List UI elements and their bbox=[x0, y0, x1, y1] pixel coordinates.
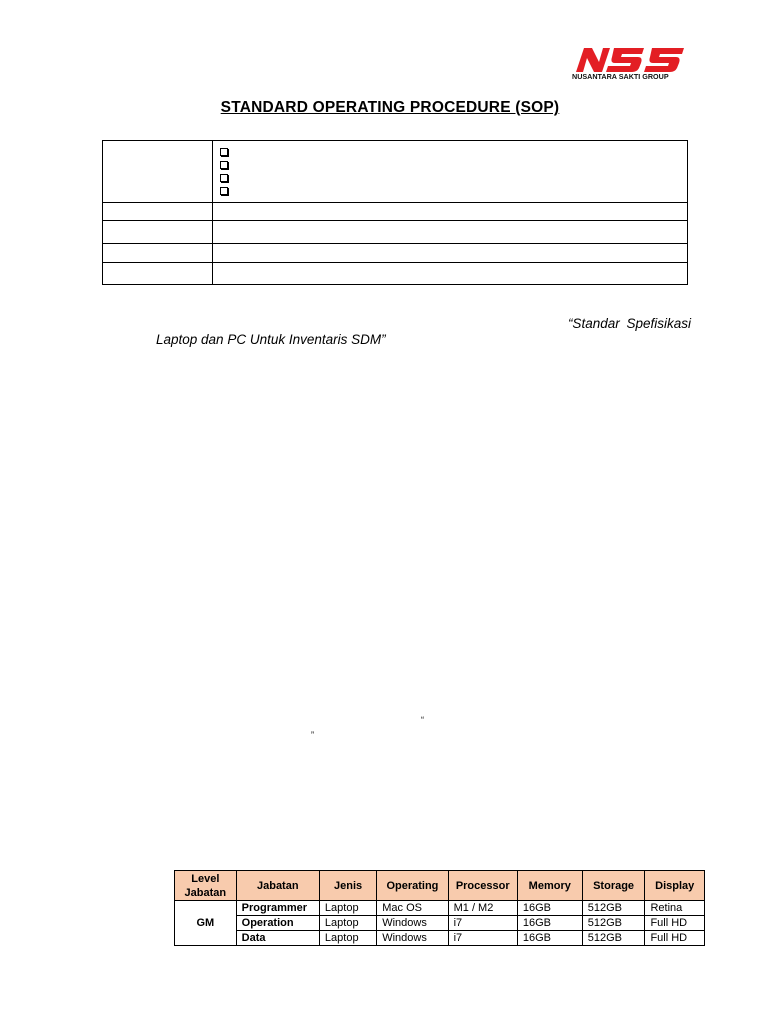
table-row bbox=[103, 221, 688, 244]
logo-company-name: NUSANTARA SAKTI GROUP bbox=[572, 72, 669, 81]
operating-cell: Mac OS bbox=[377, 901, 448, 916]
logo-monogram bbox=[576, 48, 684, 72]
header-operating: Operating bbox=[377, 871, 448, 901]
checkbox-list bbox=[213, 141, 687, 195]
checkbox-icon[interactable] bbox=[220, 148, 228, 156]
table-row bbox=[103, 141, 688, 203]
header-storage: Storage bbox=[582, 871, 645, 901]
operating-cell: Windows bbox=[377, 916, 448, 931]
display-cell: Retina bbox=[645, 901, 705, 916]
meta-label-cell bbox=[103, 141, 213, 203]
meta-value-cell bbox=[213, 221, 688, 244]
header-display: Display bbox=[645, 871, 705, 901]
storage-cell: 512GB bbox=[582, 916, 645, 931]
header-level-jabatan: Level Jabatan bbox=[175, 871, 237, 901]
table-row bbox=[175, 916, 705, 931]
meta-value-cell bbox=[213, 203, 688, 221]
memory-cell: 16GB bbox=[517, 901, 582, 916]
meta-label-cell bbox=[103, 221, 213, 244]
table-row bbox=[103, 263, 688, 285]
header-jenis: Jenis bbox=[319, 871, 376, 901]
meta-label-cell bbox=[103, 203, 213, 221]
processor-cell: M1 / M2 bbox=[448, 901, 517, 916]
header-memory: Memory bbox=[517, 871, 582, 901]
header-processor: Processor bbox=[448, 871, 517, 901]
checkbox-icon[interactable] bbox=[220, 187, 228, 195]
meta-checkbox-cell bbox=[213, 141, 688, 203]
operating-cell: Windows bbox=[377, 931, 448, 946]
storage-cell: 512GB bbox=[582, 901, 645, 916]
table-row bbox=[175, 901, 705, 916]
checkbox-icon[interactable] bbox=[220, 174, 228, 182]
close-quote-mark: ” bbox=[311, 730, 314, 740]
memory-cell: 16GB bbox=[517, 916, 582, 931]
display-cell: Full HD bbox=[645, 916, 705, 931]
meta-label-cell bbox=[103, 244, 213, 263]
spec-header-row bbox=[175, 871, 705, 901]
document-title: STANDARD OPERATING PROCEDURE (SOP) bbox=[220, 99, 560, 116]
jabatan-cell: Data bbox=[236, 931, 319, 946]
header-jabatan: Jabatan bbox=[236, 871, 319, 901]
processor-cell: i7 bbox=[448, 916, 517, 931]
display-cell: Full HD bbox=[645, 931, 705, 946]
table-row bbox=[103, 203, 688, 221]
jenis-cell: Laptop bbox=[319, 916, 376, 931]
jabatan-cell: Operation bbox=[236, 916, 319, 931]
jenis-cell: Laptop bbox=[319, 901, 376, 916]
quote-line-1: “Standar Spefisikasi bbox=[567, 316, 691, 331]
processor-cell: i7 bbox=[448, 931, 517, 946]
meta-value-cell bbox=[213, 244, 688, 263]
spec-table bbox=[174, 870, 705, 946]
storage-cell: 512GB bbox=[582, 931, 645, 946]
sop-header-table bbox=[102, 140, 688, 285]
table-row bbox=[175, 931, 705, 946]
checkbox-icon[interactable] bbox=[220, 161, 228, 169]
meta-value-cell bbox=[213, 263, 688, 285]
level-cell: GM bbox=[175, 901, 237, 946]
quote-line-2: Laptop dan PC Untuk Inventaris SDM” bbox=[156, 332, 386, 347]
meta-label-cell bbox=[103, 263, 213, 285]
jabatan-cell: Programmer bbox=[236, 901, 319, 916]
table-row bbox=[103, 244, 688, 263]
memory-cell: 16GB bbox=[517, 931, 582, 946]
jenis-cell: Laptop bbox=[319, 931, 376, 946]
open-quote-mark: “ bbox=[421, 715, 424, 725]
